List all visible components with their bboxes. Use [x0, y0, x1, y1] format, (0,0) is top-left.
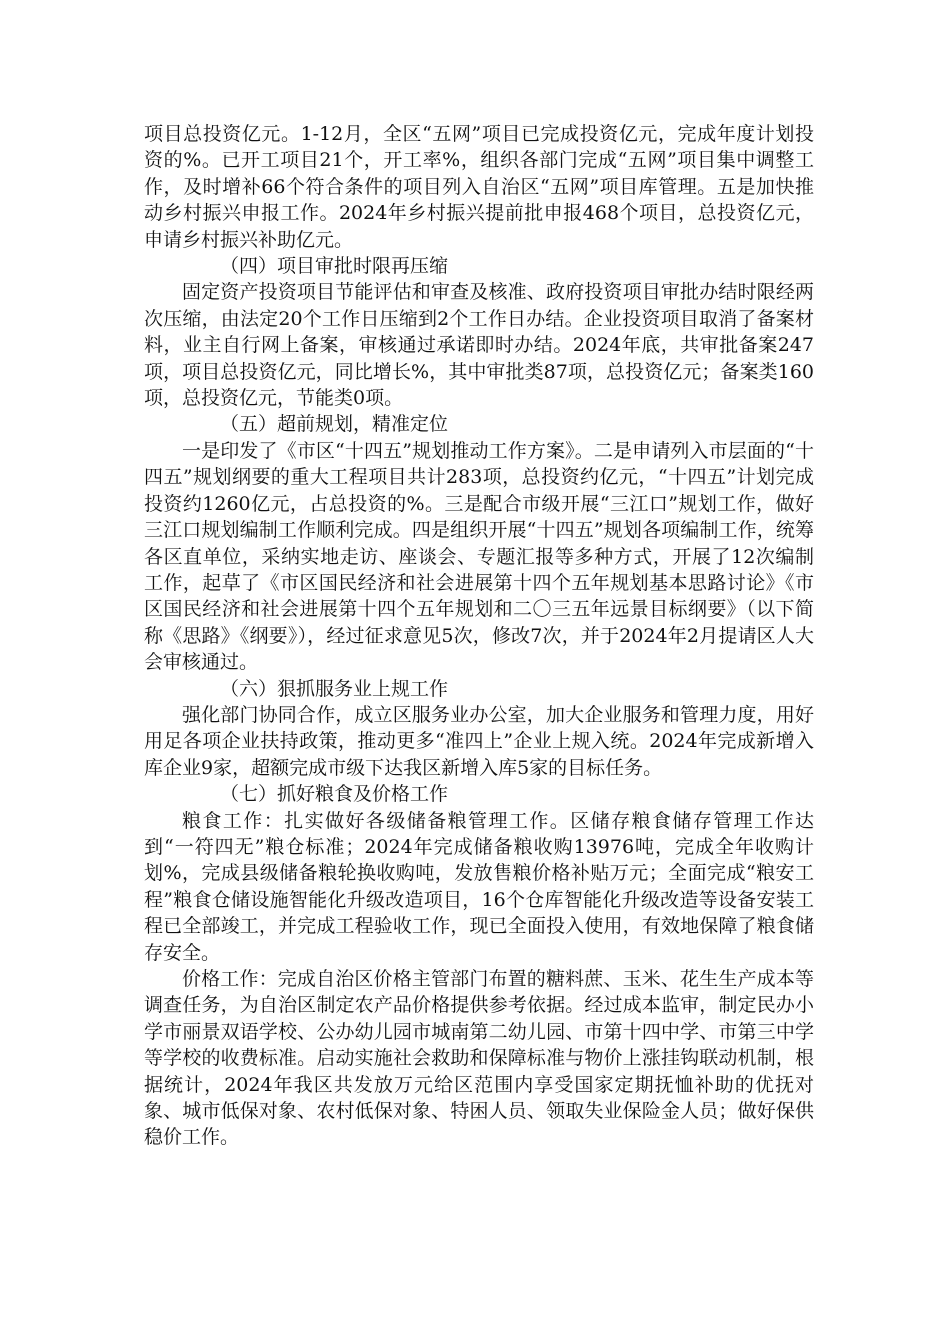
document-body — [144, 121, 814, 1151]
paragraph-approval-time: 固定资产投资项目节能评估和审查及核准、政府投资项目审批办结时限经两次压缩，由法定20个工作日压缩到2个工作日办结。企业投资项目取消了备案材料，业主自行网上备案，审核通过承诺即时办结。2024年底，共审批备案247项，项目总投资亿元，同比增长%，其中审批类87项，总投资亿元；备案类160项，总投资亿元，节能类0项。 — [144, 281, 814, 410]
paragraph-service-industry: 强化部门协同合作，成立区服务业办公室，加大企业服务和管理力度，用好用足各项企业扶持政策，推动更多“准四上”企业上规入统。2024年完成新增入库企业9家，超额完成市级下达我区新增入库5家的目标任务。 — [144, 703, 814, 779]
section-heading-5: （五）超前规划，精准定位 — [220, 413, 449, 436]
section-heading-7: （七）抓好粮食及价格工作 — [220, 783, 449, 806]
paragraph-grain-work: 粮食工作：扎实做好各级储备粮管理工作。区储存粮食储存管理工作达到“一符四无”粮仓标准；2024年完成储备粮收购13976吨，完成全年收购计划%，完成县级储备粮轮换收购吨，发放售粮价格补贴万元；全面完成“粮安工程”粮食仓储设施智能化升级改造项目，16个仓库智能化升级改造等设备安装工程已全部竣工，并完成工程验收工作，现已全面投入使用，有效地保障了粮食储存安全。 — [144, 809, 814, 964]
continuation-paragraph: 项目总投资亿元。1-12月，全区“五网”项目已完成投资亿元，完成年度计划投资的%。已开工项目21个，开工率%，组织各部门完成“五网”项目集中调整工作，及时增补66个符合条件的项目列入自治区“五网”项目库管理。五是加快推动乡村振兴申报工作。2024年乡村振兴提前批申报468个项目，总投资亿元，申请乡村振兴补助亿元。 — [144, 123, 814, 251]
section-heading-4: （四）项目审批时限再压缩 — [220, 255, 449, 278]
section-heading-6: （六）狠抓服务业上规工作 — [220, 677, 449, 700]
paragraph-planning: 一是印发了《市区“十四五”规划推动工作方案》。二是申请列入市层面的“十四五”规划纲要的重大工程项目共计283项，总投资约亿元，“十四五”计划完成投资约1260亿元，占总投资的%。三是配合市级开展“三江口”规划工作，做好三江口规划编制工作顺利完成。四是组织开展“十四五”规划各项编制工作，统筹各区直单位，采纳实地走访、座谈会、专题汇报等多种方式，开展了12次编制工作，起草了《市区国民经济和社会进展第十四个五年规划基本思路讨论》《市区国民经济和社会进展第十四个五年规划和二〇三五年远景目标纲要》（以下简称《思路》《纲要》），经过征求意见5次，修改7次，并于2024年2月提请区人大会审核通过。 — [144, 439, 814, 674]
paragraph-price-work: 价格工作：完成自治区价格主管部门布置的糖料蔗、玉米、花生生产成本等调查任务，为自治区制定农产品价格提供参考依据。经过成本监审，制定民办小学市丽景双语学校、公办幼儿园市城南第二幼儿园、市第十四中学、市第三中学等学校的收费标准。启动实施社会救助和保障标准与物价上涨挂钩联动机制，根据统计，2024年我区共发放万元给区范围内享受国家定期抚恤补助的优抚对象、城市低保对象、农村低保对象、特困人员、领取失业保险金人员；做好保供稳价工作。 — [144, 968, 814, 1149]
